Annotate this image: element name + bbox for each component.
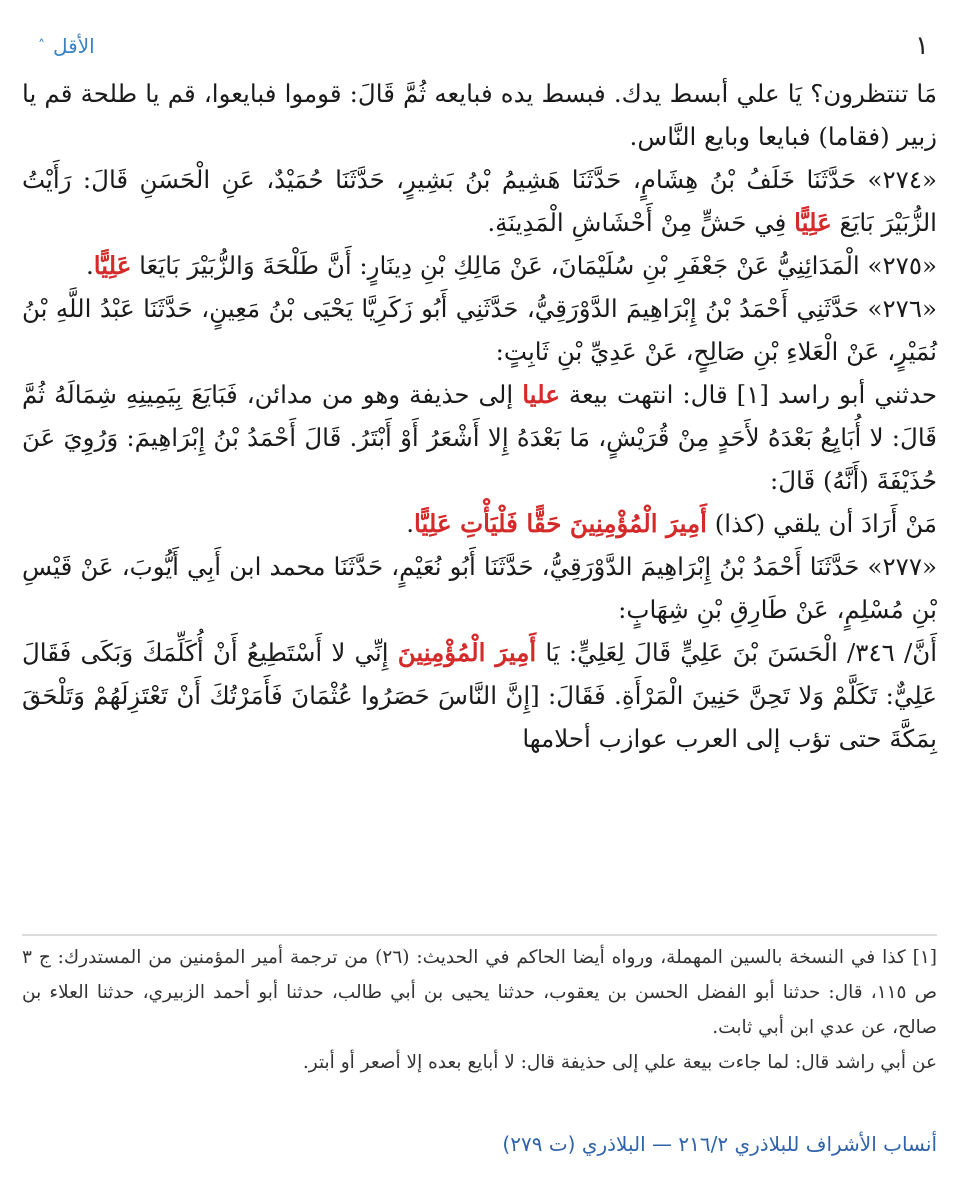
paragraph-text: أَنَّ/ ٣٤٦/ الْحَسَنَ بْنَ عَلِيٍّ قَالَ لِعَلِيٍّ: يَا [536, 638, 938, 667]
text-paragraph [22, 545, 937, 631]
text-paragraph [22, 244, 937, 287]
paragraph-text: «٢٧٤» حَدَّثَنَا خَلَفُ بْنُ هِشَامٍ، حَدَّثَنَا هَشِيمُ بْنُ بَشِيرٍ، حَدَّثَنَا حُمَيْدٌ، عَنِ الْحَسَنِ قَالَ: رَأَيْتُ الزُّبَيْرَ بَايَعَ [22, 165, 937, 237]
footnote-text: [١] كذا في النسخة بالسين المهملة، ورواه أيضا الحاكم في الحديث: (٢٦) من ترجمة أمير المؤمنين من المستدرك: ج ٣ ص ١١٥، قال: حدثنا أبو الفضل الحسن بن يعقوب، حدثنا يحيى بن أبي طالب، حدثنا أبو أحمد الزبيري، حدثنا العلاء بن صالح، عن عدي ابن أبي ثابت. [22, 947, 937, 1038]
footnotes [22, 940, 937, 1080]
show-less-label: الأقل [53, 34, 95, 58]
highlighted-text: عَلِيًّا [794, 208, 832, 237]
text-paragraph [22, 158, 937, 244]
page-number: ١ [915, 31, 929, 61]
highlighted-text: أَمِيرَ الْمُؤْمِنِينَ [397, 638, 537, 667]
paragraph-text: إلى حذيفة وهو من مدائن، فَبَايَعَ بِيَمِينِهِ شِمَالَهُ ثُمَّ قَالَ: لا أُبَايِعُ بَعْدَهُ لأَحَدٍ مِنْ قُرَيْشٍ، مَا بَعْدَهُ إِلا أَشْعَرُ أَوْ أَبْتَرُ. قَالَ أَحْمَدُ بْنُ إِبْرَاهِيمَ: وَرُوِيَ عَنَ حُذَيْفَةَ (أَنَّهُ) قَالَ: [22, 380, 937, 495]
source-citation-link[interactable]: أنساب الأشراف للبلاذري ٢١٦/٢ — البلاذري (ت ٢٧٩) [502, 1132, 937, 1156]
paragraph-text: مَنْ أَرَادَ أن يلقي (كذا) [706, 509, 937, 538]
paragraph-text: . [85, 251, 94, 280]
paragraph-text: فِي حَشٍّ مِنْ أَحْشَاشِ الْمَدِينَةِ. [487, 208, 795, 237]
paragraph-text: مَا تنتظرون؟ يَا علي أبسط يدك. فبسط يده فبايعه ثُمَّ قَالَ: قوموا فبايعوا، قم يا طلحة قم يا زبير (فقاما) فبايعا وبايع النَّاس. [22, 79, 937, 151]
paragraph-text: «٢٧٦» حَدَّثَنِي أَحْمَدُ بْنُ إِبْرَاهِيمَ الدَّوْرَقِيُّ، حَدَّثَنِي أَبُو زَكَرِيَّا يَحْيَى بْنُ مَعِينٍ، حَدَّثَنَا عَبْدُ اللَّهِ بْنُ نُمَيْرٍ، عَنْ الْعَلاءِ بْنِ صَالِحٍ، عَنْ عَدِيِّ بْنِ ثَابِتٍ: [22, 294, 937, 366]
highlighted-text: عليا [522, 380, 560, 409]
highlighted-text: عَلِيًّا [93, 251, 132, 280]
text-paragraph [22, 373, 937, 502]
text-paragraph [22, 287, 937, 373]
paragraph-text: حدثني أبو راسد [١] قال: انتهت بيعة [559, 380, 937, 409]
paragraph-text: «٢٧٧» حَدَّثَنَا أَحْمَدُ بْنُ إِبْرَاهِيمَ الدَّوْرَقِيُّ، حَدَّثَنَا أَبُو نُعَيْمٍ، حَدَّثَنَا محمد ابن أَبِي أَيُّوبَ، عَنْ قَيْسِ بْنِ مُسْلِمٍ، عَنْ طَارِقِ بْنِ شِهَابٍ: [22, 552, 937, 624]
highlighted-text: أَمِيرَ الْمُؤْمِنِينَ حَقًّا فَلْيَأْتِ عَلِيًّا [413, 509, 707, 538]
text-paragraph [22, 72, 937, 158]
show-less-button[interactable] [38, 34, 95, 58]
page-header [38, 26, 929, 66]
paragraph-text: «٢٧٥» الْمَدَائِنِيُّ عَنْ جَعْفَرِ بْنِ سُلَيْمَانَ، عَنْ مَالِكِ بْنِ دِينَارٍ: أَنَّ طَلْحَةَ وَالزُّبَيْرَ بَايَعَا [131, 251, 937, 280]
text-paragraph [22, 631, 937, 760]
paragraph-text: إِنِّي لا أَسْتَطِيعُ أَنْ أُكَلِّمَكَ وَبَكَى فَقَالَ عَلِيٌّ: تَكَلَّمْ وَلا تَحِنَّ حَنِينَ الْمَرْأَةِ. فَقَالَ: [إِنَّ النَّاسَ حَصَرُوا عُثْمَانَ فَأَمَرْتُكَ أَنْ تَعْتَزِلَهُمْ وَتَلْحَقَ بِمَكَّةَ حتى تؤب إلى العرب عوازب أحلامها [22, 638, 937, 753]
paragraph-text: . [406, 509, 414, 538]
footnote-text: عن أبي راشد قال: لما جاءت بيعة علي إلى حذيفة قال: لا أبايع بعده إلا أصعر أو أبتر. [302, 1052, 937, 1073]
main-text [22, 72, 937, 760]
text-paragraph [22, 502, 937, 545]
footnote-divider [22, 934, 937, 936]
chevron-up-icon: ˄ [38, 38, 45, 54]
